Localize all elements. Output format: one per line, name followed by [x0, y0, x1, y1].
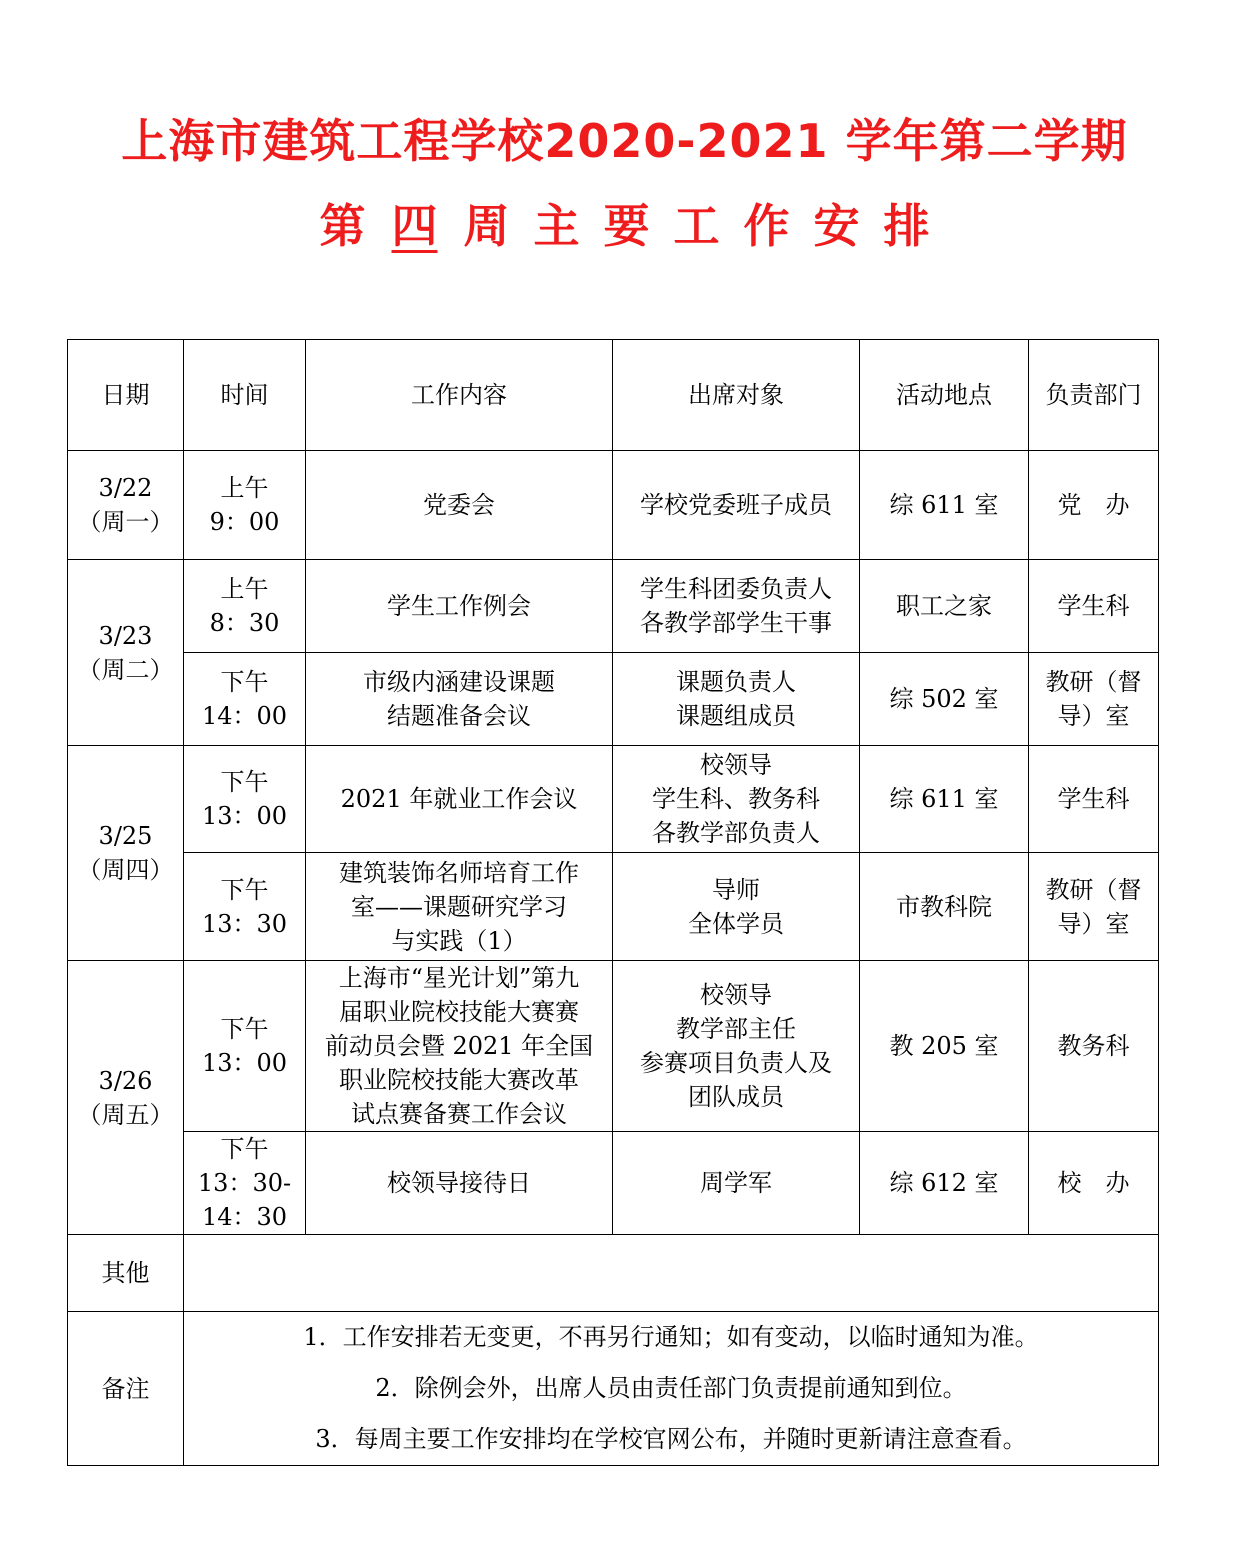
- week-number: 四: [391, 199, 438, 253]
- date-cell: [68, 746, 184, 961]
- time-period: 下午: [220, 768, 269, 796]
- weekday-value: （周二）: [77, 655, 174, 684]
- table-row: [68, 853, 1159, 961]
- content-line: 学生工作例会: [387, 592, 531, 620]
- location-cell: 市教科院: [860, 853, 1029, 961]
- attendees-line: 周学军: [700, 1169, 772, 1197]
- subtitle-char: 排: [883, 199, 930, 253]
- attendees-cell: [613, 560, 860, 653]
- subtitle-char: 要: [603, 199, 650, 253]
- table-row: [68, 746, 1159, 853]
- content-line: 与实践（1）: [391, 926, 527, 955]
- attendees-cell: [613, 1132, 860, 1235]
- content-line: 室——课题研究学习: [351, 892, 567, 921]
- time-period: 上午: [220, 474, 269, 502]
- attendees-line: 教学部主任: [676, 1015, 796, 1043]
- attendees-line: 团队成员: [688, 1083, 784, 1111]
- header-time: 时间: [184, 340, 306, 451]
- attendees-line: 课题组成员: [676, 702, 796, 730]
- table-row: [68, 560, 1159, 653]
- department-line: 教研（督: [1045, 668, 1142, 696]
- page-subtitle: [0, 190, 1249, 256]
- content-line: 党委会: [423, 491, 495, 519]
- time-value: 13：00: [201, 1049, 288, 1077]
- note-item: 3．每周主要工作安排均在学校官网公布，并随时更新请注意查看。: [315, 1425, 1027, 1453]
- note-item: 2．除例会外，出席人员由责任部门负责提前通知到位。: [375, 1374, 967, 1402]
- weekday-value: （周五）: [77, 1100, 174, 1129]
- time-value: 9：00: [209, 508, 280, 536]
- time-period: 下午: [220, 1135, 269, 1163]
- attendees-cell: [613, 746, 860, 853]
- date-value: 3/23: [98, 621, 153, 650]
- content-line: 届职业院校技能大赛赛: [339, 998, 579, 1026]
- content-cell: [306, 853, 613, 961]
- time-cell: [184, 451, 306, 560]
- table-row: [68, 1132, 1159, 1235]
- department-cell: 教务科: [1029, 961, 1159, 1132]
- attendees-line: 全体学员: [688, 909, 784, 938]
- attendees-line: 课题负责人: [676, 668, 796, 696]
- content-cell: [306, 746, 613, 853]
- note-item: 1．工作安排若无变更，不再另行通知；如有变动，以临时通知为准。: [303, 1323, 1039, 1351]
- date-cell: [68, 560, 184, 746]
- table-header-row: [68, 340, 1159, 451]
- attendees-cell: [613, 653, 860, 746]
- date-cell: [68, 961, 184, 1235]
- department-line: 导）室: [1057, 909, 1130, 938]
- attendees-line: 参赛项目负责人及: [640, 1049, 832, 1077]
- location-cell: 综 611 室: [860, 451, 1029, 560]
- date-value: 3/26: [98, 1066, 153, 1095]
- notes-row: [68, 1312, 1159, 1466]
- department-cell: 学生科: [1029, 746, 1159, 853]
- time-period: 上午: [220, 575, 269, 603]
- time-value: 13：30: [201, 909, 288, 938]
- notes-cell: [184, 1312, 1159, 1466]
- time-period: 下午: [220, 875, 269, 904]
- date-value: 3/22: [98, 474, 153, 502]
- attendees-line: 校领导: [700, 751, 772, 779]
- attendees-line: 学生科团委负责人: [640, 575, 832, 603]
- header-content: 工作内容: [306, 340, 613, 451]
- attendees-line: 导师: [712, 875, 760, 904]
- subtitle-char: 安: [813, 199, 860, 253]
- time-value: 8：30: [209, 609, 280, 637]
- time-cell: [184, 653, 306, 746]
- date-cell: [68, 451, 184, 560]
- date-value: 3/25: [98, 822, 153, 850]
- time-cell: [184, 853, 306, 961]
- weekday-value: （周四）: [77, 856, 174, 884]
- subtitle-char: 主: [533, 199, 580, 253]
- location-cell: 综 502 室: [860, 653, 1029, 746]
- content-line: 前动员会暨 2021 年全国: [324, 1032, 594, 1060]
- header-location: 活动地点: [860, 340, 1029, 451]
- attendees-cell: [613, 961, 860, 1132]
- department-cell: [1029, 853, 1159, 961]
- time-value: 14：30: [201, 1203, 288, 1231]
- content-line: 校领导接待日: [387, 1169, 531, 1197]
- location-cell: 教 205 室: [860, 961, 1029, 1132]
- schedule-table: [67, 339, 1159, 1466]
- content-cell: [306, 560, 613, 653]
- header-date: 日期: [68, 340, 184, 451]
- content-line: 市级内涵建设课题: [363, 668, 555, 696]
- content-line: 职业院校技能大赛改革: [339, 1066, 579, 1094]
- content-cell: [306, 653, 613, 746]
- time-value: 13：00: [201, 802, 288, 830]
- time-cell: [184, 961, 306, 1132]
- page-title: 上海市建筑工程学校2020-2021 学年第二学期: [121, 114, 1128, 168]
- attendees-cell: [613, 451, 860, 560]
- attendees-line: 各教学部负责人: [652, 819, 820, 847]
- subtitle-char: 作: [743, 199, 790, 253]
- time-value: 14：00: [201, 702, 288, 730]
- attendees-line: 校领导: [700, 981, 772, 1009]
- department-cell: 校 办: [1029, 1132, 1159, 1235]
- department-cell: 学生科: [1029, 560, 1159, 653]
- content-cell: [306, 961, 613, 1132]
- content-line: 建筑装饰名师培育工作: [339, 858, 579, 887]
- table-row: [68, 653, 1159, 746]
- other-value: [184, 1235, 1159, 1312]
- content-cell: [306, 451, 613, 560]
- time-cell: [184, 746, 306, 853]
- time-value: 13：30-: [197, 1169, 292, 1197]
- department-line: 导）室: [1057, 702, 1130, 730]
- content-line: 结题准备会议: [387, 702, 531, 730]
- attendees-cell: [613, 853, 860, 961]
- subtitle-char: 周: [463, 199, 510, 253]
- attendees-line: 学生科、教务科: [652, 785, 820, 813]
- attendees-line: 各教学部学生干事: [640, 609, 832, 637]
- time-period: 下午: [220, 668, 269, 696]
- location-cell: 综 612 室: [860, 1132, 1029, 1235]
- time-cell: [184, 1132, 306, 1235]
- department-cell: 党 办: [1029, 451, 1159, 560]
- location-cell: 职工之家: [860, 560, 1029, 653]
- department-cell: [1029, 653, 1159, 746]
- location-cell: 综 611 室: [860, 746, 1029, 853]
- content-line: 上海市“星光计划”第九: [338, 964, 580, 992]
- table-row: [68, 451, 1159, 560]
- other-label: 其他: [68, 1235, 184, 1312]
- content-line: 试点赛备赛工作会议: [351, 1100, 567, 1128]
- time-period: 下午: [220, 1015, 269, 1043]
- department-line: 教研（督: [1045, 875, 1142, 904]
- subtitle-prefix: 第: [319, 199, 366, 253]
- header-department: 负责部门: [1029, 340, 1159, 451]
- other-row: [68, 1235, 1159, 1312]
- time-cell: [184, 560, 306, 653]
- weekday-value: （周一）: [77, 508, 174, 536]
- notes-label: 备注: [68, 1312, 184, 1466]
- subtitle-char: 工: [673, 199, 720, 253]
- attendees-line: 学校党委班子成员: [640, 491, 832, 519]
- header-attendees: 出席对象: [613, 340, 860, 451]
- content-cell: [306, 1132, 613, 1235]
- table-row: [68, 961, 1159, 1132]
- content-line: 2021 年就业工作会议: [340, 785, 578, 813]
